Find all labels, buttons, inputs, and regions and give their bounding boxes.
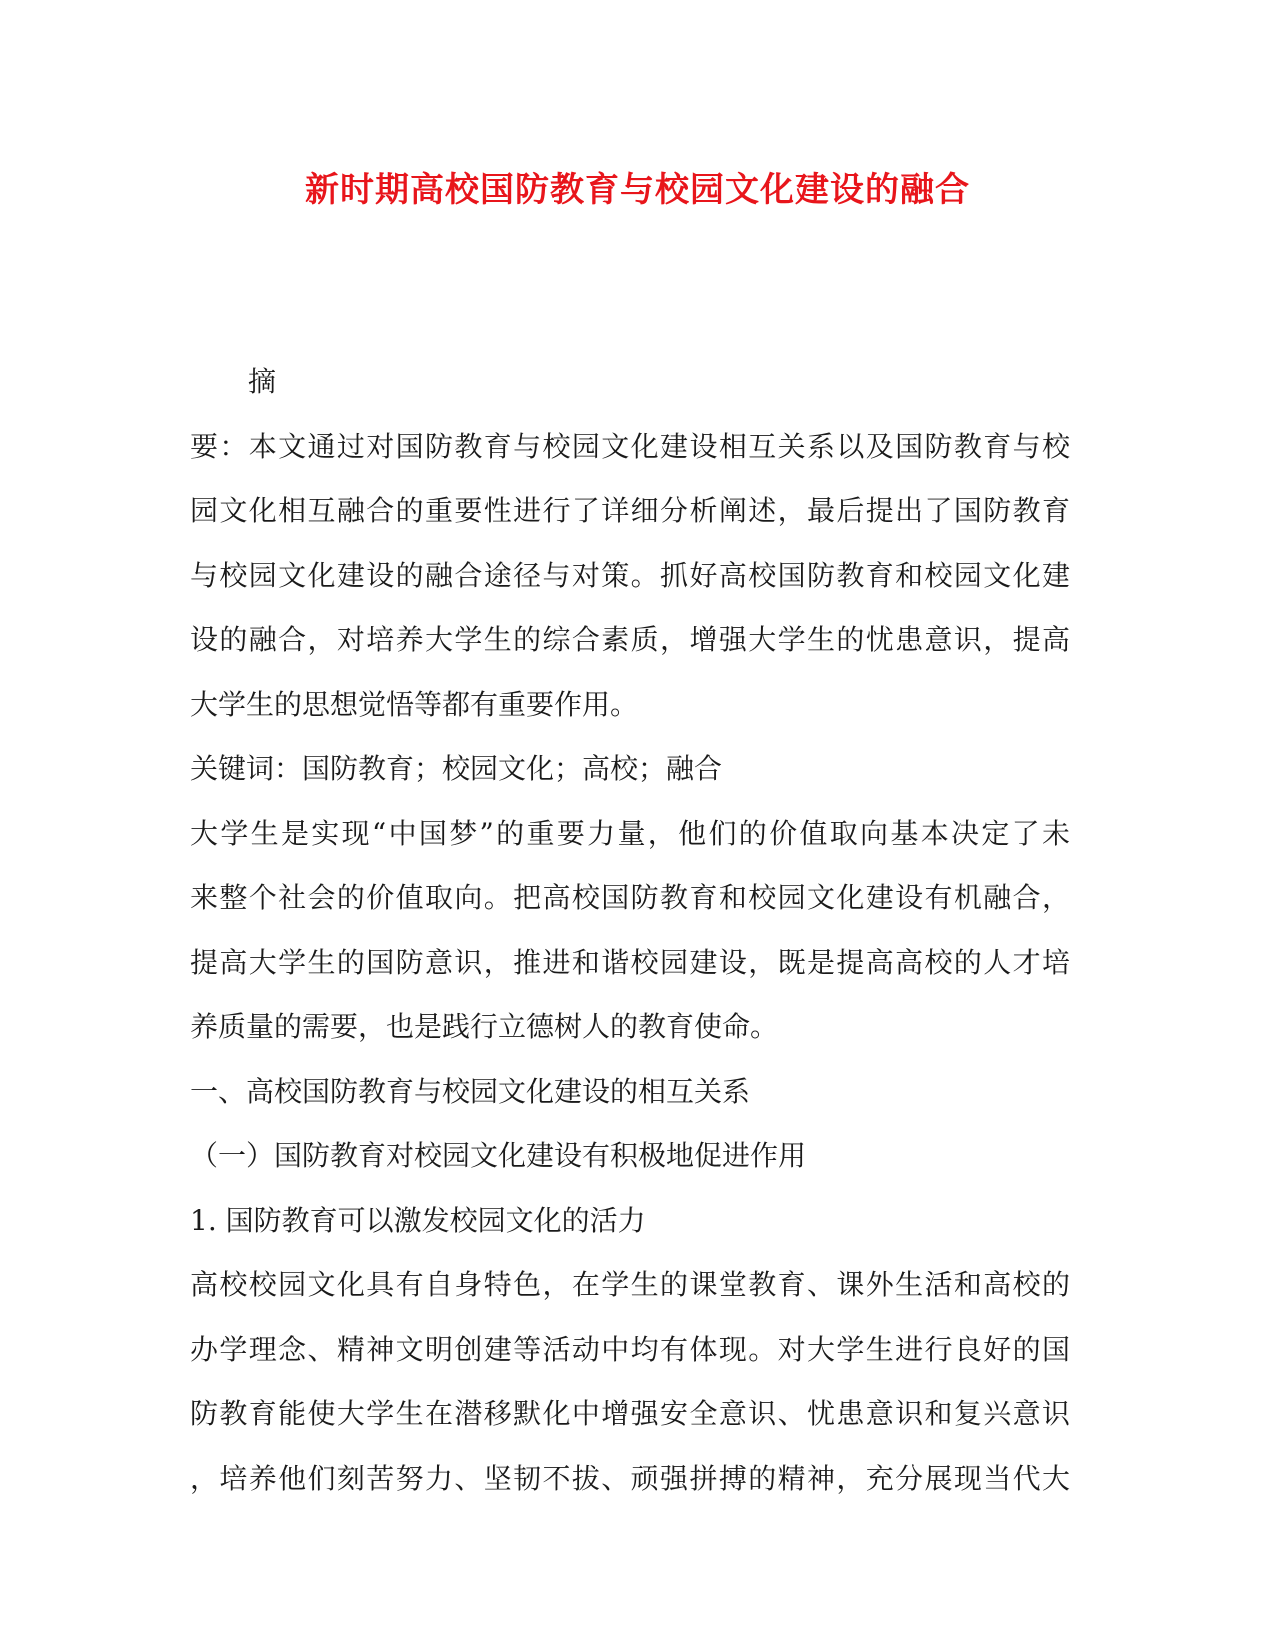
intro-line-3: 提高大学生的国防意识，推进和谐校园建设，既是提高高校的人才培 — [190, 945, 1070, 979]
abstract-line-4: 设的融合，对培养大学生的综合素质，增强大学生的忧患意识，提高 — [190, 623, 1070, 656]
paragraph-line-1: 高校校园文化具有自身特色，在学生的课堂教育、课外生活和高校的 — [190, 1268, 1070, 1301]
intro-line-4: 养质量的需要，也是践行立德树人的教育使命。 — [190, 1010, 779, 1043]
paragraph-line-2: 办学理念、精神文明创建等活动中均有体现。对大学生进行良好的国 — [190, 1332, 1070, 1366]
abstract-label: 摘 — [248, 365, 277, 398]
subsection-heading-1: （一）国防教育对校园文化建设有积极地促进作用 — [190, 1139, 807, 1172]
paragraph-line-3: 防教育能使大学生在潜移默化中增强安全意识、忧患意识和复兴意识 — [190, 1397, 1070, 1430]
paragraph-line-4: ，培养他们刻苦努力、坚韧不拔、顽强拼搏的精神，充分展现当代大 — [190, 1461, 1070, 1495]
keywords-line: 关键词：国防教育；校园文化；高校；融合 — [190, 752, 723, 785]
section-heading-1: 一、高校国防教育与校园文化建设的相互关系 — [190, 1074, 751, 1108]
abstract-line-5: 大学生的思想觉悟等都有重要作用。 — [190, 687, 639, 721]
abstract-line-3: 与校园文化建设的融合途径与对策。抓好高校国防教育和校园文化建 — [190, 558, 1070, 592]
intro-line-2: 来整个社会的价值取向。把高校国防教育和校园文化建设有机融合， — [190, 881, 1070, 914]
intro-line-1: 大学生是实现“中国梦”的重要力量，他们的价值取向基本决定了未 — [190, 816, 1070, 850]
document-title: 新时期高校国防教育与校园文化建设的融合 — [305, 170, 970, 210]
abstract-line-1: 要：本文通过对国防教育与校园文化建设相互关系以及国防教育与校 — [190, 429, 1070, 463]
point-heading-1: 1. 国防教育可以激发校园文化的活力 — [190, 1203, 646, 1237]
document-body — [190, 350, 1070, 1511]
abstract-line-2: 园文化相互融合的重要性进行了详细分析阐述，最后提出了国防教育 — [190, 494, 1070, 527]
